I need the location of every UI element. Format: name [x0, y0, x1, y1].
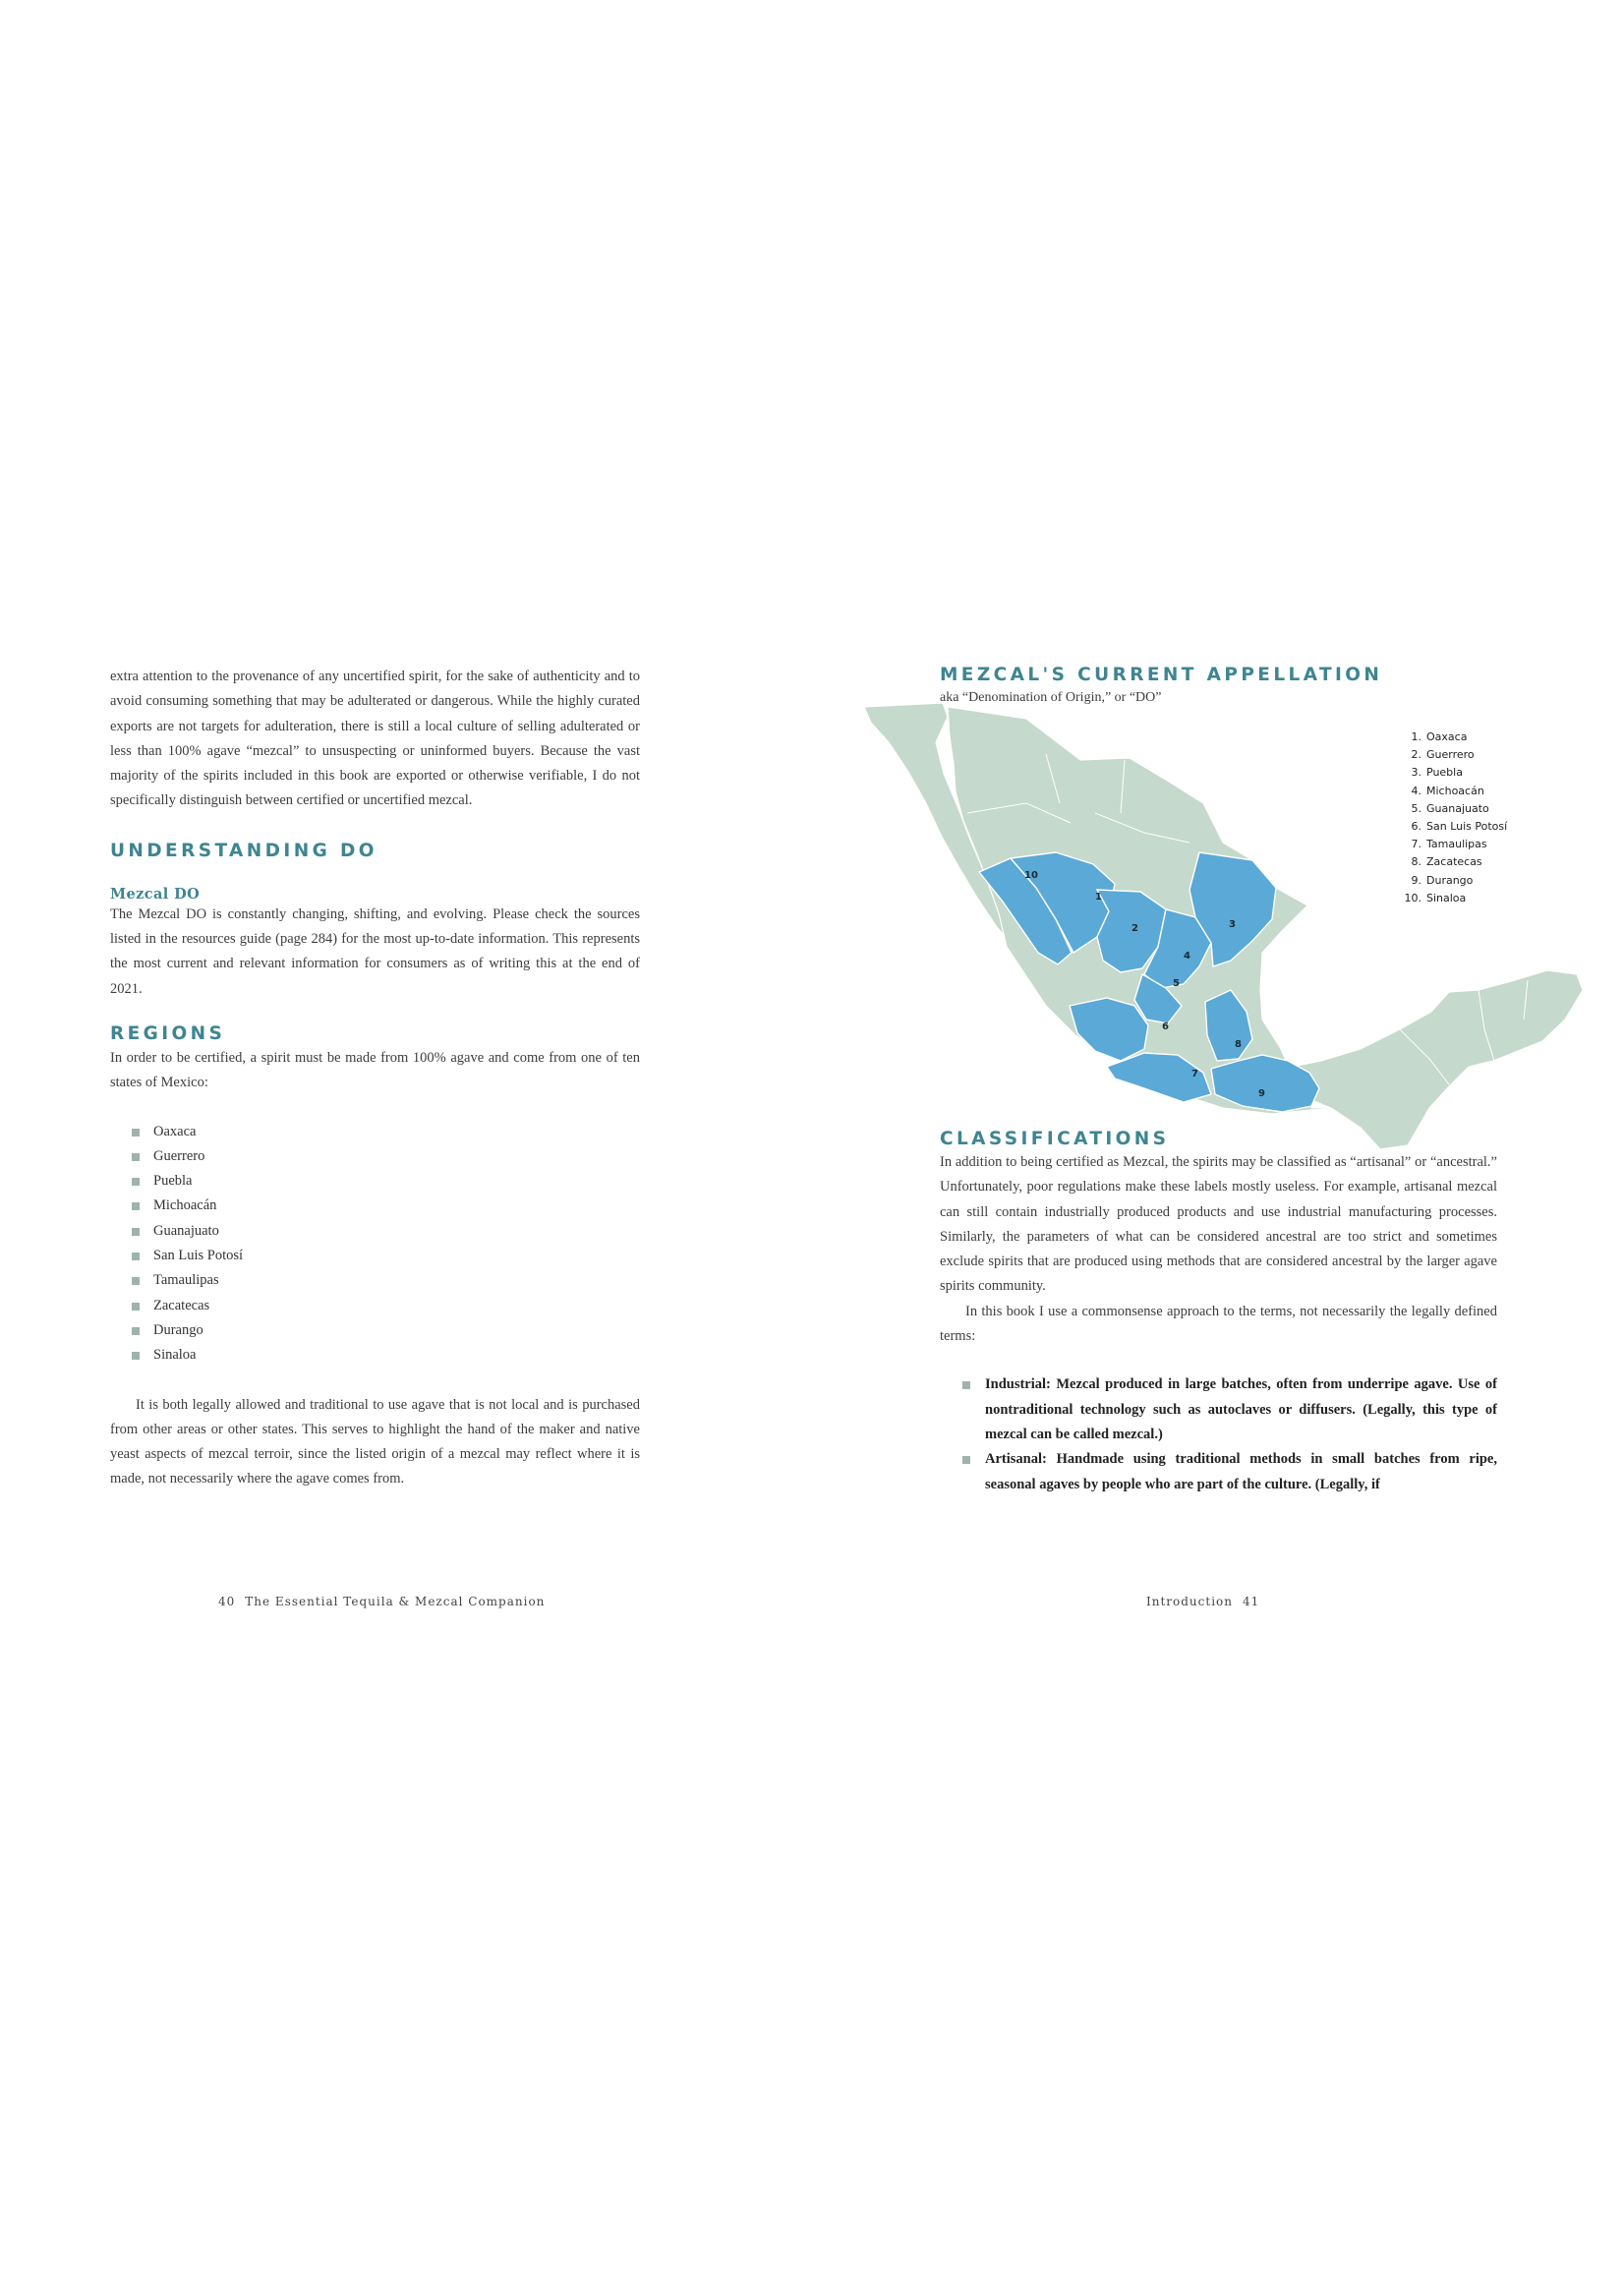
- legend-item: [1400, 890, 1507, 907]
- region-label: 10: [1024, 870, 1038, 881]
- region-label: 1: [1095, 892, 1102, 903]
- legend-item: [1400, 800, 1507, 818]
- mezcal-do-paragraph: The Mezcal DO is constantly changing, shifting, and evolving. Please check the sources listed in the resources guide (page 284) for the most up-to-date information. This represents the most current and relevant information for consumers as of writing this at the end of 2021.: [110, 905, 640, 997]
- legend-item: [1400, 729, 1507, 746]
- legend-label: Puebla: [1426, 766, 1463, 780]
- left-text-column: [110, 665, 640, 1492]
- terms-list: [940, 1372, 1497, 1496]
- legend-number: 3.: [1411, 766, 1421, 780]
- right-folio: [1146, 1595, 1259, 1608]
- list-item: Michoacán: [132, 1194, 640, 1218]
- region-label: 7: [1191, 1069, 1198, 1079]
- legend-item: [1400, 872, 1507, 890]
- regions-paragraph: In order to be certified, a spirit must be made from 100% agave and come from one of ten states of Mexico:: [110, 1049, 640, 1091]
- legend-number: 2.: [1411, 748, 1421, 762]
- page-number: 41: [1243, 1595, 1260, 1608]
- region-label: 3: [1229, 919, 1236, 930]
- mexico-map: [849, 695, 1596, 1157]
- region-label: 4: [1184, 951, 1190, 962]
- legend-number: 4.: [1411, 784, 1421, 797]
- legend-item: [1400, 836, 1507, 853]
- legend-number: 8.: [1411, 855, 1421, 869]
- list-item: Guanajuato: [132, 1219, 640, 1244]
- list-item: [962, 1372, 1497, 1447]
- regions-heading: REGIONS: [110, 1022, 226, 1044]
- region-label: 5: [1173, 978, 1180, 989]
- classifications-section: [940, 1129, 1497, 1497]
- legend-item: [1400, 783, 1507, 800]
- legend-label: Tamaulipas: [1426, 838, 1487, 851]
- list-item: Tamaulipas: [132, 1268, 640, 1293]
- region-label: 2: [1131, 923, 1138, 934]
- list-item: Oaxaca: [132, 1120, 640, 1144]
- legend-number: 1.: [1411, 730, 1421, 743]
- classifications-paragraph: In addition to being certified as Mezcal, the spirits may be classified as “artisanal” or “ancestral.” Unfortunately, poor regulations make these labels mostly useless. For example, artisanal mezcal can still contain industrially produced products and use industrial manufacturing processes. Similarly, the parameters of what can be considered ancestral are too strict and sometimes exclude spirits that are produced using methods that are considered ancestral by the larger agave spirits community.: [940, 1154, 1497, 1295]
- list-item: [962, 1447, 1497, 1497]
- approach-paragraph: In this book I use a commonsense approach to the terms, not necessarily the legally defined terms:: [940, 1303, 1497, 1345]
- list-item: Durango: [132, 1318, 640, 1343]
- mezcal-do-subheading: Mezcal DO: [110, 885, 201, 903]
- legend-label: Sinaloa: [1426, 891, 1467, 904]
- legend-number: 9.: [1411, 873, 1421, 887]
- legend-label: San Luis Potosí: [1426, 820, 1508, 834]
- legend-label: Michoacán: [1426, 784, 1484, 797]
- legend-label: Durango: [1426, 873, 1474, 887]
- legend-item: [1400, 764, 1507, 782]
- term-text: Mezcal produced in large batches, often from underripe agave. Use of nontraditional technology such as autoclaves or diffusers. (Legally, this type of mezcal can be called mezcal.): [985, 1376, 1497, 1442]
- term-label: Industrial:: [985, 1376, 1051, 1393]
- list-item: Sinaloa: [132, 1343, 640, 1368]
- legend-label: Oaxaca: [1426, 730, 1468, 743]
- legend-label: Guanajuato: [1426, 801, 1489, 815]
- legend-label: Zacatecas: [1426, 855, 1482, 869]
- left-folio: [218, 1595, 545, 1608]
- appellation-heading: MEZCAL'S CURRENT APPELLATION: [940, 665, 1383, 685]
- classifications-heading: CLASSIFICATIONS: [940, 1129, 1170, 1149]
- legend-number: 5.: [1411, 801, 1421, 815]
- legend-item: [1400, 853, 1507, 871]
- legend-number: 6.: [1411, 820, 1421, 834]
- legend-label: Guerrero: [1426, 748, 1475, 762]
- chapter-title: Introduction: [1146, 1595, 1233, 1608]
- states-list: [132, 1120, 640, 1369]
- book-title: The Essential Tequila & Mezcal Companion: [245, 1595, 546, 1608]
- map-subtitle: aka “Denomination of Origin,” or “DO”: [940, 690, 1162, 705]
- map-legend: [1400, 729, 1507, 907]
- region-label: 6: [1162, 1021, 1169, 1032]
- term-label: Artisanal:: [985, 1451, 1047, 1468]
- closing-paragraph: It is both legally allowed and traditional to use agave that is not local and is purchased from other areas or other states. This serves to highlight the hand of the maker and native yeast aspects of mezcal terroir, since the listed origin of a mezcal may reflect where it is made, not necessarily where the agave comes from.: [110, 1396, 640, 1487]
- intro-paragraph: extra attention to the provenance of any uncertified spirit, for the sake of authenticity and to avoid consuming something that may be adulterated or dangerous. While the highly curated exports are not targets for adulteration, there is still a local culture of selling adulterated or less than 100% agave “mezcal” to unsuspecting or uninformed buyers. Because the vast majority of the spirits included in this book are exported or otherwise verifiable, I do not specifically distinguish between certified or uncertified mezcal.: [110, 669, 640, 809]
- list-item: Zacatecas: [132, 1294, 640, 1318]
- legend-number: 7.: [1411, 838, 1421, 851]
- page-number: 40: [218, 1595, 236, 1608]
- region-label: 8: [1235, 1039, 1242, 1050]
- yucatan-isthmus: [1282, 970, 1583, 1149]
- legend-item: [1400, 746, 1507, 764]
- understanding-do-heading: UNDERSTANDING DO: [110, 840, 377, 861]
- region-label: 9: [1258, 1088, 1265, 1099]
- legend-item: [1400, 818, 1507, 836]
- right-page: [812, 0, 1624, 2274]
- legend-number: 10.: [1404, 891, 1421, 904]
- list-item: San Luis Potosí: [132, 1244, 640, 1268]
- list-item: Puebla: [132, 1169, 640, 1194]
- term-text: Handmade using traditional methods in small batches from ripe, seasonal agaves by people who are part of the culture. (Legally, if: [985, 1451, 1497, 1492]
- list-item: Guerrero: [132, 1144, 640, 1169]
